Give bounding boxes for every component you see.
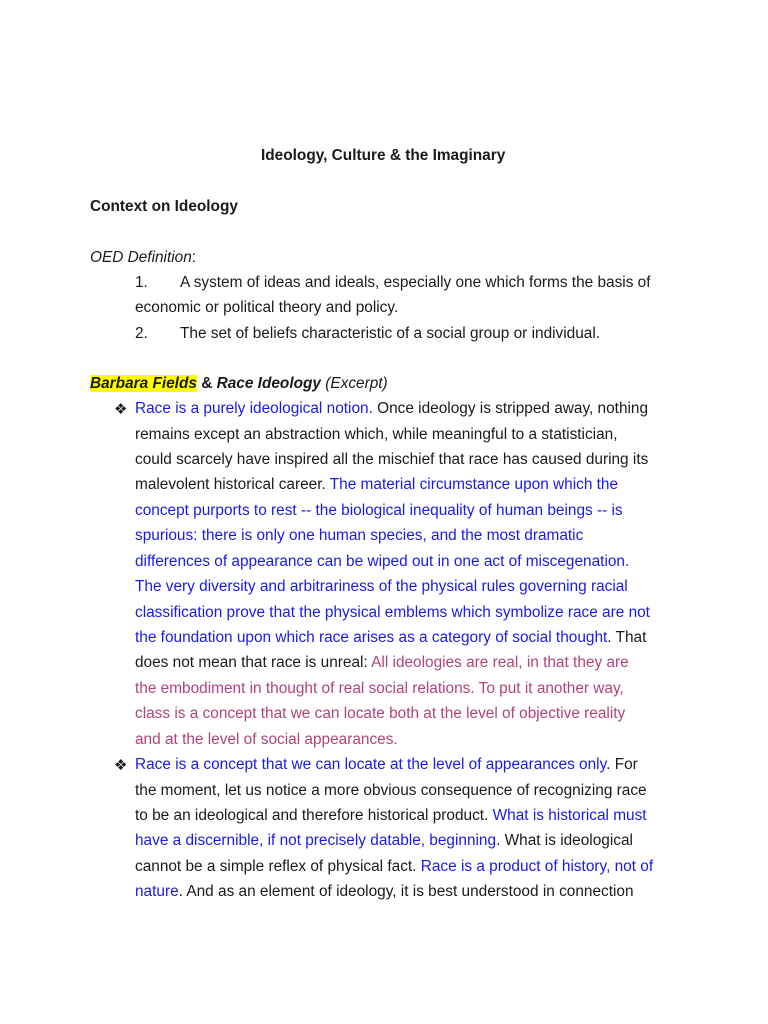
author-name-highlight: Barbara Fields [90,375,197,392]
paragraph-1-line-13: class is a concept that we can locate both at the level of objective reality [135,705,626,722]
paragraph-1-line-12: the embodiment in thought of real social relations. To put it another way, [135,680,624,697]
list-number-1: 1. [135,274,148,291]
document-title: Ideology, Culture & the Imaginary [261,147,506,164]
paragraph-1-line-10: the foundation upon which race arises as a category of social thought. That [135,629,647,646]
paragraph-1-line-5: concept purports to rest -- the biological inequality of human beings -- is [135,502,623,519]
oed-label-text: OED Definition [90,249,192,266]
heading-race-ideology: Race Ideology [216,375,321,392]
paragraph-2-line-5: cannot be a simple reflex of physical fact. Race is a product of history, not of [135,858,654,875]
paragraph-2-line-1: Race is a concept that we can locate at the level of appearances only. For [135,756,638,773]
paragraph-1-line-8: The very diversity and arbitrariness of the physical rules governing racial [135,578,628,595]
section-heading-context: Context on Ideology [90,198,238,215]
paragraph-1-line-2: remains except an abstraction which, while meaningful to a statistician, [135,426,618,443]
paragraph-2-line-2: the moment, let us notice a more obvious consequence of recognizing race [135,782,647,799]
paragraph-1-line-1: Race is a purely ideological notion. Once ideology is stripped away, nothing [135,400,649,417]
list-number-2: 2. [135,325,148,342]
diamond-bullet-icon: ❖ [114,401,128,418]
paragraph-1-line-6: spurious: there is only one human species, and the most dramatic [135,527,584,544]
paragraph-1-line-14: and at the level of social appearances. [135,731,398,748]
paragraph-1-line-3: could scarcely have inspired all the mischief that race has caused during its [135,451,649,468]
section-heading-fields [90,374,388,394]
oed-definition-label [90,248,196,268]
paragraph-2-line-3: to be an ideological and therefore historical product. What is historical must [135,807,647,824]
paragraph-1-line-9: classification prove that the physical emblems which symbolize race are not [135,604,650,621]
oed-label-colon: : [191,249,197,266]
heading-amp: & [196,375,217,392]
definition-1-line-1: A system of ideas and ideals, especially one which forms the basis of [180,274,651,291]
paragraph-2-line-6: nature. And as an element of ideology, it is best understood in connection [135,883,634,900]
definition-1-line-2: economic or political theory and policy. [135,299,399,316]
paragraph-1-line-7: differences of appearance can be wiped out in one act of miscegenation. [135,553,630,570]
paragraph-1-line-4: malevolent historical career. The material circumstance upon which the [135,476,619,493]
definition-2-line-1: The set of beliefs characteristic of a social group or individual. [180,325,601,342]
diamond-bullet-icon: ❖ [114,757,128,774]
paragraph-2-line-4: have a discernible, if not precisely datable, beginning. What is ideological [135,832,633,849]
heading-excerpt: (Excerpt) [325,375,388,392]
paragraph-1-line-11: does not mean that race is unreal: All ideologies are real, in that they are [135,654,629,671]
